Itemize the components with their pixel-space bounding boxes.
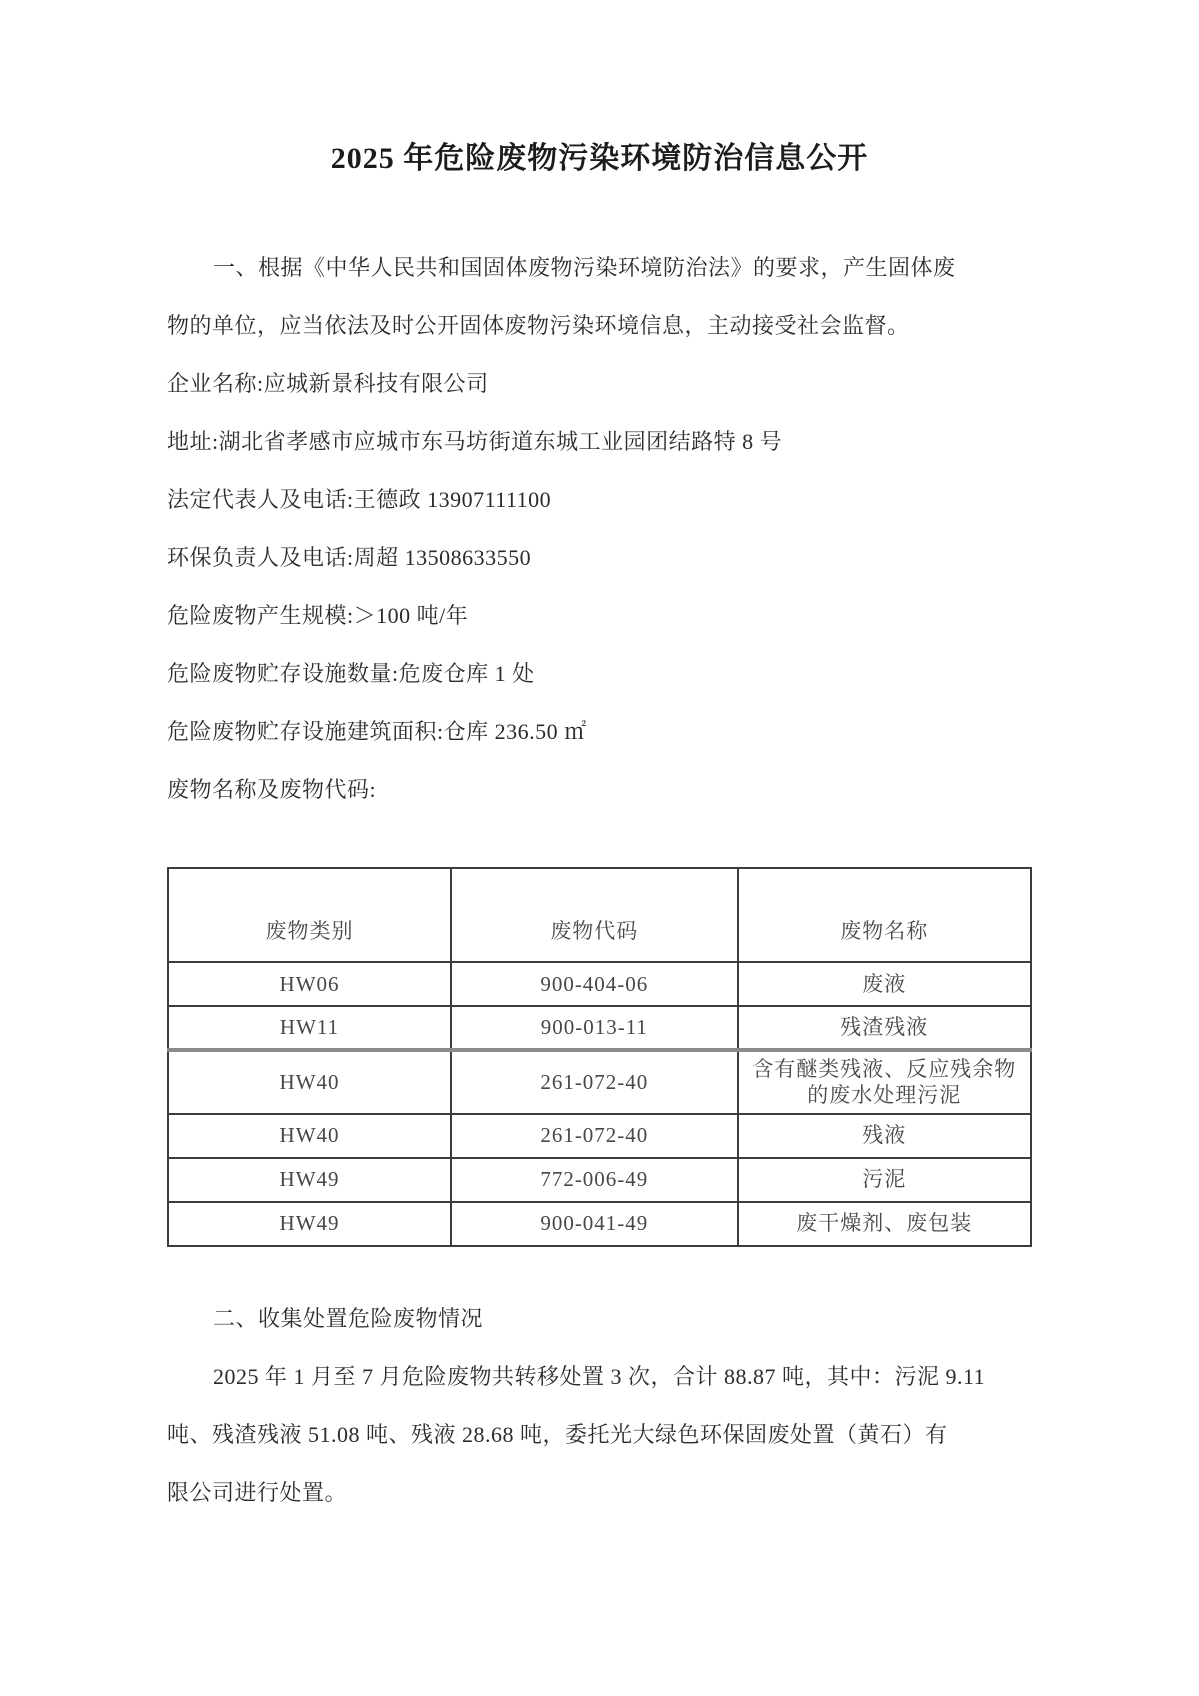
waste-codes-table <box>167 867 1032 1247</box>
cell-category: HW40 <box>168 1114 451 1158</box>
cell-code: 772-006-49 <box>451 1158 738 1202</box>
cell-name: 残渣残液 <box>738 1006 1031 1050</box>
cell-name: 残液 <box>738 1114 1031 1158</box>
disposal-paragraph-line-1: 2025 年 1 月至 7 月危险废物共转移处置 3 次，合计 88.87 吨，其中：污泥 9.11 <box>213 1364 986 1389</box>
cell-code: 900-013-11 <box>451 1006 738 1050</box>
header-waste-name: 废物名称 <box>738 868 1031 962</box>
info-address: 地址:湖北省孝感市应城市东马坊街道东城工业园团结路特 8 号 <box>167 428 783 454</box>
table-row <box>168 1050 1031 1114</box>
info-storage-count: 危险废物贮存设施数量:危废仓库 1 处 <box>167 660 535 686</box>
company-info-block <box>167 353 1032 817</box>
table-row <box>168 1006 1031 1050</box>
cell-category: HW49 <box>168 1158 451 1202</box>
table-header-row <box>168 868 1031 962</box>
header-waste-category: 废物类别 <box>168 868 451 962</box>
cell-name: 污泥 <box>738 1158 1031 1202</box>
cell-code: 900-041-49 <box>451 1202 738 1246</box>
info-waste-scale: 危险废物产生规模:＞100 吨/年 <box>167 602 469 628</box>
disposal-paragraph-line-2: 吨、残渣残液 51.08 吨、残液 28.68 吨，委托光大绿色环保固废处置（黄石）有 <box>167 1422 948 1447</box>
table-row <box>168 962 1031 1006</box>
cell-code: 261-072-40 <box>451 1050 738 1114</box>
cell-name: 废干燥剂、废包装 <box>738 1202 1031 1246</box>
info-storage-area: 危险废物贮存设施建筑面积:仓库 236.50 ㎡ <box>167 718 587 744</box>
cell-name: 含有醚类残液、反应残余物的废水处理污泥 <box>738 1050 1031 1114</box>
cell-category: HW11 <box>168 1006 451 1050</box>
document-title: 2025 年危险废物污染环境防治信息公开 <box>330 142 869 175</box>
cell-category: HW40 <box>168 1050 451 1114</box>
header-waste-code: 废物代码 <box>451 868 738 962</box>
cell-code: 261-072-40 <box>451 1114 738 1158</box>
cell-name: 废液 <box>738 962 1031 1006</box>
disposal-section-heading: 二、收集处置危险废物情况 <box>213 1306 484 1331</box>
table-row <box>168 1158 1031 1202</box>
intro-paragraph <box>167 237 1032 353</box>
info-waste-codes-label: 废物名称及废物代码: <box>167 776 377 802</box>
table-row <box>168 1202 1031 1246</box>
disposal-section <box>167 1289 1032 1521</box>
info-company-name: 企业名称:应城新景科技有限公司 <box>167 370 489 396</box>
info-legal-rep-phone: 法定代表人及电话:王德政 13907111100 <box>167 486 552 512</box>
info-env-officer-phone: 环保负责人及电话:周超 13508633550 <box>167 544 532 570</box>
cell-category: HW49 <box>168 1202 451 1246</box>
disposal-paragraph-line-3: 限公司进行处置。 <box>167 1480 348 1505</box>
table-row <box>168 1114 1031 1158</box>
cell-category: HW06 <box>168 962 451 1006</box>
intro-paragraph-line-1: 一、根据《中华人民共和国固体废物污染环境防治法》的要求，产生固体废 <box>213 254 956 280</box>
intro-paragraph-line-2: 物的单位，应当依法及时公开固体废物污染环境信息，主动接受社会监督。 <box>167 312 910 338</box>
cell-code: 900-404-06 <box>451 962 738 1006</box>
